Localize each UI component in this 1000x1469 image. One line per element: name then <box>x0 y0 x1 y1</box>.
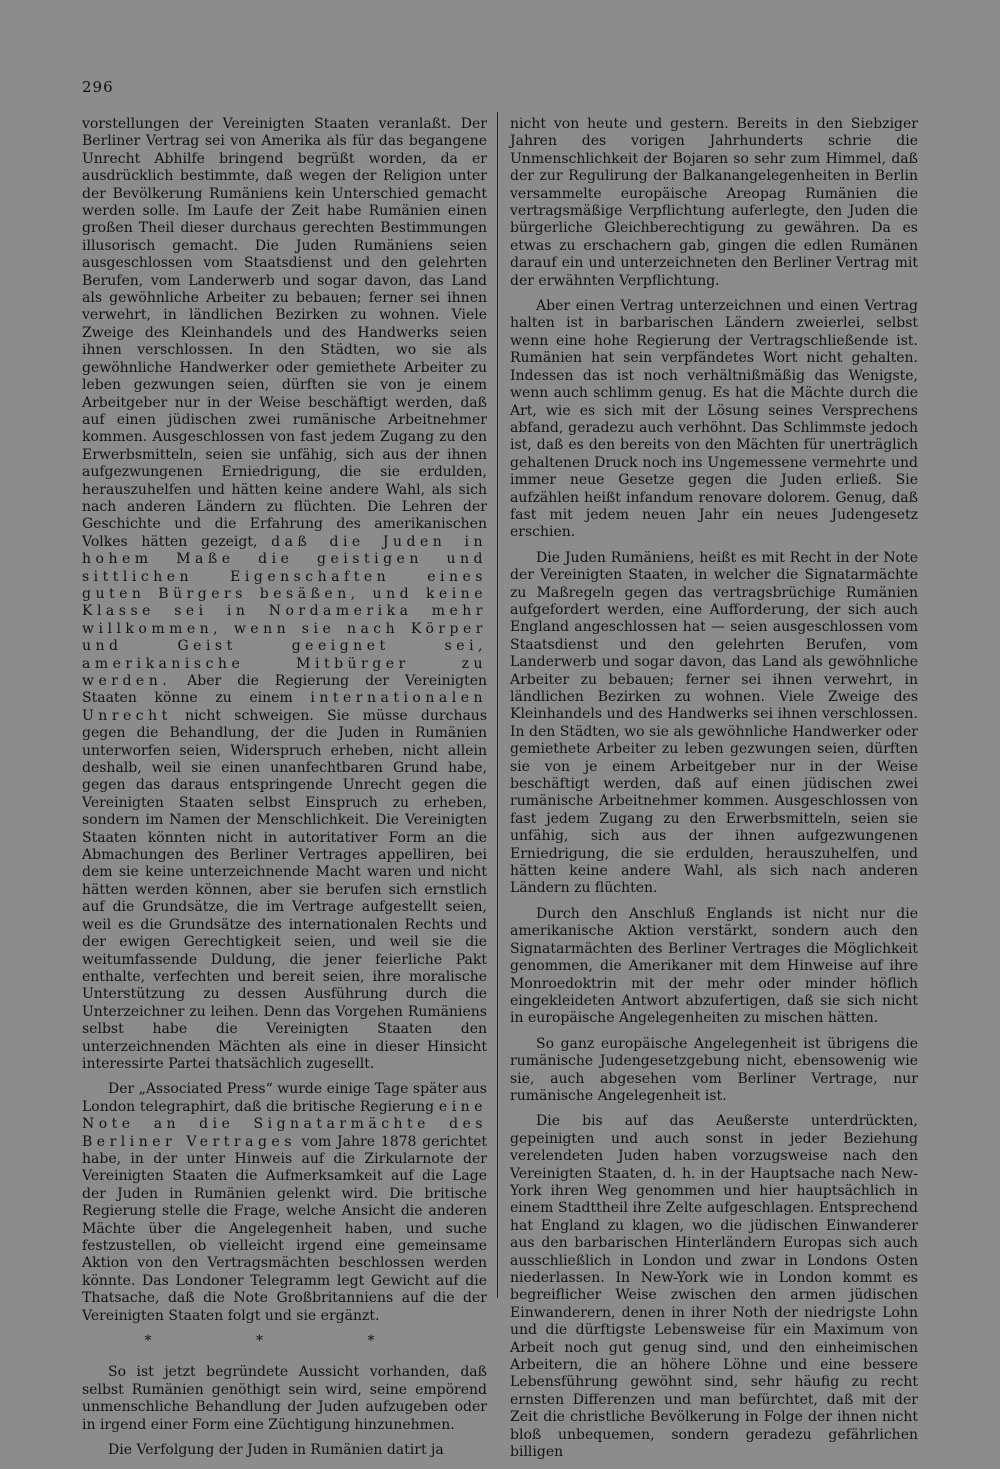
paragraph: So ist jetzt begründete Aussicht vorhanden, daß selbst Rumänien genöthigt sein wird, seine empörend unmenschliche Behandlung der Juden aufzugeben oder in irgend einer Form eine Züchtigung hinzunehmen. <box>82 1364 487 1433</box>
paragraph: Aber einen Vertrag unterzeichnen und einen Vertrag halten ist in barbarischen Ländern zweierlei, selbst wenn eine hohe Regierung der Vertragschließende ist. Rumänien hat sein verpfändetes Wort nicht gehalten. Indessen das ist noch verhältnißmäßig das Wenigste, wenn auch schlimm genug. Es hat die Mächte durch die Art, wie es sich mit der Lösung seines Versprechens abfand, geradezu auch verhöhnt. Das Schlimmste jedoch ist, daß es den bereits von den Mächten für unerträglich gehaltenen Druck noch ins Ungemessene vermehrte und immer neue Gesetze gegen die Juden erließ. Sie aufzählen heißt infandum renovare dolorem. Genug, daß fast mit jedem neuen Jahr ein neues Judengesetz erschien. <box>510 298 918 541</box>
text-run: nicht schweigen. Sie müsse durchaus gegen die Behandlung, der die Juden in Rumänien unterworfen seien, Widerspruch erheben, nicht allein deshalb, weil sie einen unanfechtbaren Grund habe, gegen das daraus entspringende Unrecht gegen die Vereinigten Staaten selbst Einspruch zu erheben, sondern im Namen der Menschlichkeit. Die Vereinigten Staaten könnten nicht in autoritativer Form an die Abmachungen des Berliner Vertrages appelliren, bei dem sie keine unterzeichnende Macht waren und nicht hätten werden können, aber sie berufen sich ernstlich auf die Grundsätze, die im Vertrage aufgestellt seien, weil es die Grundsätze des internationalen Rechts und der ewigen Gerechtigkeit seien, und weil sie die weitumfassende Duldung, die jener feierliche Pakt enthalte, verfechten und bereit seien, ihre moralische Unterstützung zu dessen Ausführung durch die Unterzeichner zu leihen. Denn das Vorgehen Rumäniens selbst habe die Vereinigten Staaten den unterzeichnenden Mächten als eine in dieser Hinsicht interessirte Partei thatsächlich zugesellt. <box>82 707 488 1072</box>
paragraph: nicht von heute und gestern. Bereits in den Siebziger Jahren des vorigen Jahrhunderts schrie die Unmenschlichkeit der Bojaren so sehr zum Himmel, daß der zur Regulirung der Balkanangelegenheiten in Berlin versammelte europäische Areopag Rumänien die vertragsmäßige Verpflichtung auferlegte, den Juden die bürgerliche Gleichberechtigung zu gewähren. Da es etwas zu erschachern gab, gingen die edlen Rumänen darauf ein und unterzeichneten den Berliner Vertrag mit der erwähnten Verpflichtung. <box>510 116 918 289</box>
spaced-emphasis: internationalen Unrecht <box>82 690 487 724</box>
column-divider <box>497 112 498 1298</box>
left-column <box>82 116 487 1467</box>
right-column <box>510 116 918 1469</box>
paragraph: Die bis auf das Aeußerste unterdrückten, gepeinigten und auch sonst in jeder Beziehung verelendeten Juden haben vorzugsweise nach den Vereinigten Staaten, d. h. in der Hauptsache nach New-York ihren Weg genommen und hier hauptsächlich in einem Stadttheil ihre Zelte aufgeschlagen. Entsprechend hat England zu klagen, wo die jüdischen Einwanderer aus den barbarischen Hinterländern Europas sich auch ausschließlich in London und zwar in Londons Osten niederlassen. In New-York wie in London kommt es begreiflicher Weise zwischen den armen jüdischen Einwanderern, denen in ihrer Noth der niedrigste Lohn und die dürftigste Lebensweise für ein Maximum von Arbeit noch gut genug sind, und den einheimischen Arbeitern, die an höhere Löhne und eine bessere Lebensführung gewöhnt sind, sehr häufig zu recht ernsten Differenzen und man befürchtet, daß mit der Zeit die christliche Bevölkerung in Folge der ihnen nicht bloß unbequemen, sondern geradezu gefährlichen billigen <box>510 1113 918 1461</box>
text-run: Aber die Regierung der Vereinigten Staaten könne zu einem <box>82 673 487 707</box>
paragraph: Durch den Anschluß Englands ist nicht nur die amerikanische Aktion verstärkt, sondern auch den Signatarmächten des Berliner Vertrages die Möglichkeit genommen, die Amerikaner mit dem Hinweise auf ihre Monroedoktrin mit der mehr oder minder höflich eingekleideten Antwort abzufertigen, daß sie sich nicht in europäische Angelegenheiten zu mischen hätten. <box>510 905 918 1027</box>
text-run: Der „Associated Press“ wurde einige Tage später aus London telegraphirt, daß die britische Regierung <box>82 1081 487 1115</box>
paragraph <box>82 1081 487 1325</box>
page-number: 296 <box>82 78 114 96</box>
text-run: vorstellungen der Vereinigten Staaten veranlaßt. Der Berliner Vertrag sei von Amerika als für das begangene Unrecht Abhilfe bringend begrüßt worden, da er ausdrücklich bestimmte, daß wegen der Religion unter der Bevölkerung Rumäniens kein Unterschied gemacht werden solle. Im Laufe der Zeit habe Rumänien einen großen Theil dieser durchaus gerechten Bestimmungen illusorisch gemacht. Die Juden Rumäniens seien ausgeschlossen vom Staatsdienst und den gelehrten Berufen, vom Landerwerb und sogar davon, das Land als gewöhnliche Arbeiter zu bebauen; ferner sei ihnen verwehrt, in ländlichen Bezirken zu wohnen. Viele Zweige des Kleinhandels und des Handwerks seien ihnen verschlossen. In den Städten, wo sie als gewöhnliche Handwerker oder gemiethete Arbeiter zu leben gezwungen seien, dürften sie von je einem Arbeitgeber nur in der Weise beschäftigt werden, daß auf einen jüdischen zwei rumänische Arbeitnehmer kommen. Ausgeschlossen von fast jedem Zugang zu den Erwerbsmitteln, seien sie unfähig, sich aus der ihnen aufgezwungenen Erniedrigung, die sie erdulden, herauszuhelfen und hätten keine andere Wahl, als sich nach anderen Ländern zu flüchten. Die Lehren der Geschichte und die Erfahrung des amerikanischen Volkes hätten gezeigt, <box>82 116 487 550</box>
text-run: vom Jahre 1878 gerichtet habe, in der unter Hinweis auf die Zirkularnote der Vereinigten Staaten die Aufmerksamkeit auf die Lage der Juden in Rumänien gelenkt wird. Die britische Regierung stelle die Frage, welche Ansicht die anderen Mächte über die Angelegenheit haben, und suche festzustellen, ob vielleicht irgend eine gemeinsame Aktion von den Vertragsmächten beschlossen werden könnte. Das Londoner Telegramm legt Gewicht auf die Thatsache, daß die Note Großbritanniens auf die der Vereinigten Staaten folgt und sie ergänzt. <box>82 1133 487 1324</box>
spaced-emphasis: daß die Juden in hohem Maße die geistigen und sittlichen Eigenschaften eines guten Bürgers besäßen, und keine Klasse sei in Nordamerika mehr willkommen, wenn sie nach Körper und Geist geeignet sei, amerikanische Mitbürger zu werden. <box>82 533 487 689</box>
paragraph <box>82 116 487 1073</box>
paragraph: So ganz europäische Angelegenheit ist übrigens die rumänische Judengesetzgebung nicht, ebensowenig wie sie, auch abgesehen vom Berliner Vertrage, nur rumänische Angelegenheit ist. <box>510 1035 918 1104</box>
paragraph: Die Juden Rumäniens, heißt es mit Recht in der Note der Vereinigten Staaten, in welcher die Signatarmächte zu Maßregeln gegen das vertragsbrüchige Rumänien aufgefordert werden, eine Aufforderung, der sich auch England angeschlossen hat — seien ausgeschlossen vom Staatsdienst und den gelehrten Berufen, vom Landerwerb und sogar davon, das Land als gewöhnliche Arbeiter zu bebauen; ferner sei ihnen verwehrt, in ländlichen Bezirken zu wohnen. Viele Zweige des Kleinhandels und des Handwerks sei ihnen verschlossen. In den Städten, wo sie als gewöhnliche Handwerker oder gemiethete Arbeiter zu leben gezwungen seien, dürften sie von je einem Arbeitgeber nur in der Weise beschäftigt werden, daß auf einen jüdischen zwei rumänische Arbeitnehmer kommen. Ausgeschlossen von fast jedem Zugang zu den Erwerbsmitteln, seien sie unfähig, sich aus der ihnen aufgezwungenen Erniedrigung, die sie erdulden, herauszuhelfen, und hätten keine andere Wahl, als sich nach anderen Ländern zu flüchten. <box>510 549 918 897</box>
section-break-stars: * * * <box>144 1333 425 1350</box>
paragraph: Die Verfolgung der Juden in Rumänien datirt ja <box>108 1442 444 1459</box>
spaced-emphasis: eine Note an die Signatarmächte des Berliner Vertrages <box>82 1098 487 1150</box>
